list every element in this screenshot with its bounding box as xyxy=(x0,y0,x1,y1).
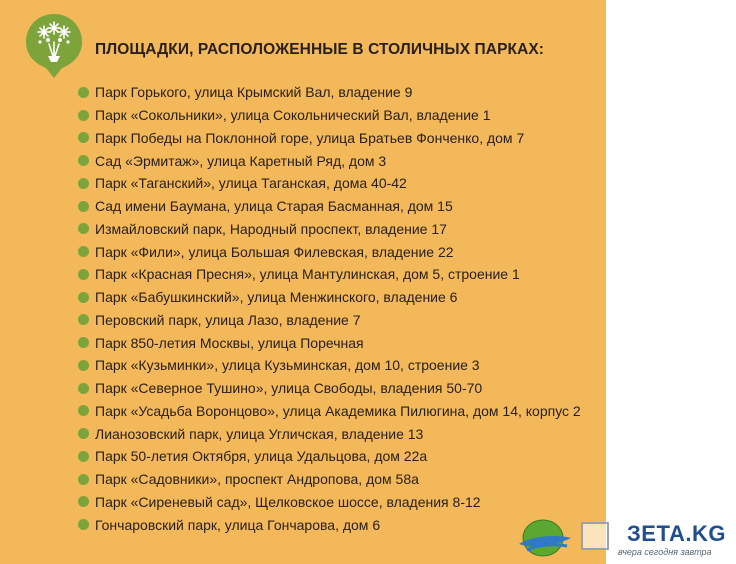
list-item xyxy=(78,377,581,400)
page-title: ПЛОЩАДКИ, РАСПОЛОЖЕННЫЕ В СТОЛИЧНЫХ ПАРКАХ: xyxy=(95,41,545,58)
list-item xyxy=(78,195,581,218)
list-item-text: Парк «Фили», улица Большая Филевская, владение 22 xyxy=(95,243,454,260)
watermark xyxy=(515,512,736,564)
list-item xyxy=(78,491,581,514)
bullet-icon xyxy=(78,519,89,530)
list-item-text: Парк «Кузьминки», улица Кузьминская, дом 10, строение 3 xyxy=(95,357,480,374)
list-item-text: Перовский парк, улица Лазо, владение 7 xyxy=(95,311,361,328)
bullet-icon xyxy=(78,360,89,371)
list-item xyxy=(78,127,581,150)
bullet-icon xyxy=(78,337,89,348)
list-item-text: Сад имени Баумана, улица Старая Басманная, дом 15 xyxy=(95,198,453,215)
list-item-text: Измайловский парк, Народный проспект, владение 17 xyxy=(95,220,447,237)
watermark-logo: ЗЕТА.KG xyxy=(627,521,727,546)
watermark-frame xyxy=(581,522,609,550)
list-item-text: Гончаровский парк, улица Гончарова, дом 6 xyxy=(95,516,381,533)
list-item-text: Парк «Усадьба Воронцово», улица Академика Пилюгина, дом 14, корпус 2 xyxy=(95,402,581,419)
list-item xyxy=(78,104,581,127)
list-item-text: Сад «Эрмитаж», улица Каретный Ряд, дом 3 xyxy=(95,152,387,169)
bullet-icon xyxy=(78,292,89,303)
list-item xyxy=(78,149,581,172)
list-item xyxy=(78,81,581,104)
list-item xyxy=(78,263,581,286)
bullet-icon xyxy=(78,314,89,325)
list-item-text: Парк «Красная Пресня», улица Мантулинская, дом 5, строение 1 xyxy=(95,266,520,283)
list-item-text: Парк Горького, улица Крымский Вал, владение 9 xyxy=(95,84,413,101)
list-item xyxy=(78,286,581,309)
fireworks-icon xyxy=(24,12,84,78)
parks-list xyxy=(78,81,581,536)
bullet-icon xyxy=(78,155,89,166)
bullet-icon xyxy=(78,246,89,257)
bullet-icon xyxy=(78,496,89,507)
list-item-text: Парк «Сиреневый сад», Щелковское шоссе, владения 8-12 xyxy=(95,493,481,510)
list-item-text: Парк «Садовники», проспект Андропова, дом 58а xyxy=(95,471,419,488)
list-item-text: Парк «Таганский», улица Таганская, дома 40-42 xyxy=(95,175,407,192)
list-item xyxy=(78,309,581,332)
bullet-icon xyxy=(78,132,89,143)
list-item xyxy=(78,445,581,468)
list-item xyxy=(78,468,581,491)
list-item xyxy=(78,240,581,263)
list-item-text: Парк Победы на Поклонной горе, улица Братьев Фонченко, дом 7 xyxy=(95,129,525,146)
list-item-text: Парк 50-летия Октября, улица Удальцова, дом 22а xyxy=(95,448,428,465)
bullet-icon xyxy=(78,428,89,439)
list-item-text: Лианозовский парк, улица Угличская, владение 13 xyxy=(95,425,424,442)
list-item xyxy=(78,218,581,241)
globe-icon xyxy=(517,514,573,560)
list-item xyxy=(78,354,581,377)
bullet-icon xyxy=(78,87,89,98)
bullet-icon xyxy=(78,405,89,416)
bullet-icon xyxy=(78,474,89,485)
list-item xyxy=(78,422,581,445)
list-item-text: Парк «Бабушкинский», улица Менжинского, владение 6 xyxy=(95,289,458,306)
bullet-icon xyxy=(78,451,89,462)
list-item-text: Парк «Северное Тушино», улица Свободы, владения 50-70 xyxy=(95,380,483,397)
list-item xyxy=(78,400,581,423)
list-item xyxy=(78,331,581,354)
watermark-tagline: вчера сегодня завтра xyxy=(618,547,712,557)
bullet-icon xyxy=(78,110,89,121)
list-item-text: Парк 850-летия Москвы, улица Поречная xyxy=(95,334,364,351)
bullet-icon xyxy=(78,201,89,212)
list-item-text: Парк «Сокольники», улица Сокольнический Вал, владение 1 xyxy=(95,107,491,124)
list-item xyxy=(78,513,581,536)
bullet-icon xyxy=(78,223,89,234)
bullet-icon xyxy=(78,269,89,280)
bullet-icon xyxy=(78,383,89,394)
bullet-icon xyxy=(78,178,89,189)
list-item xyxy=(78,172,581,195)
